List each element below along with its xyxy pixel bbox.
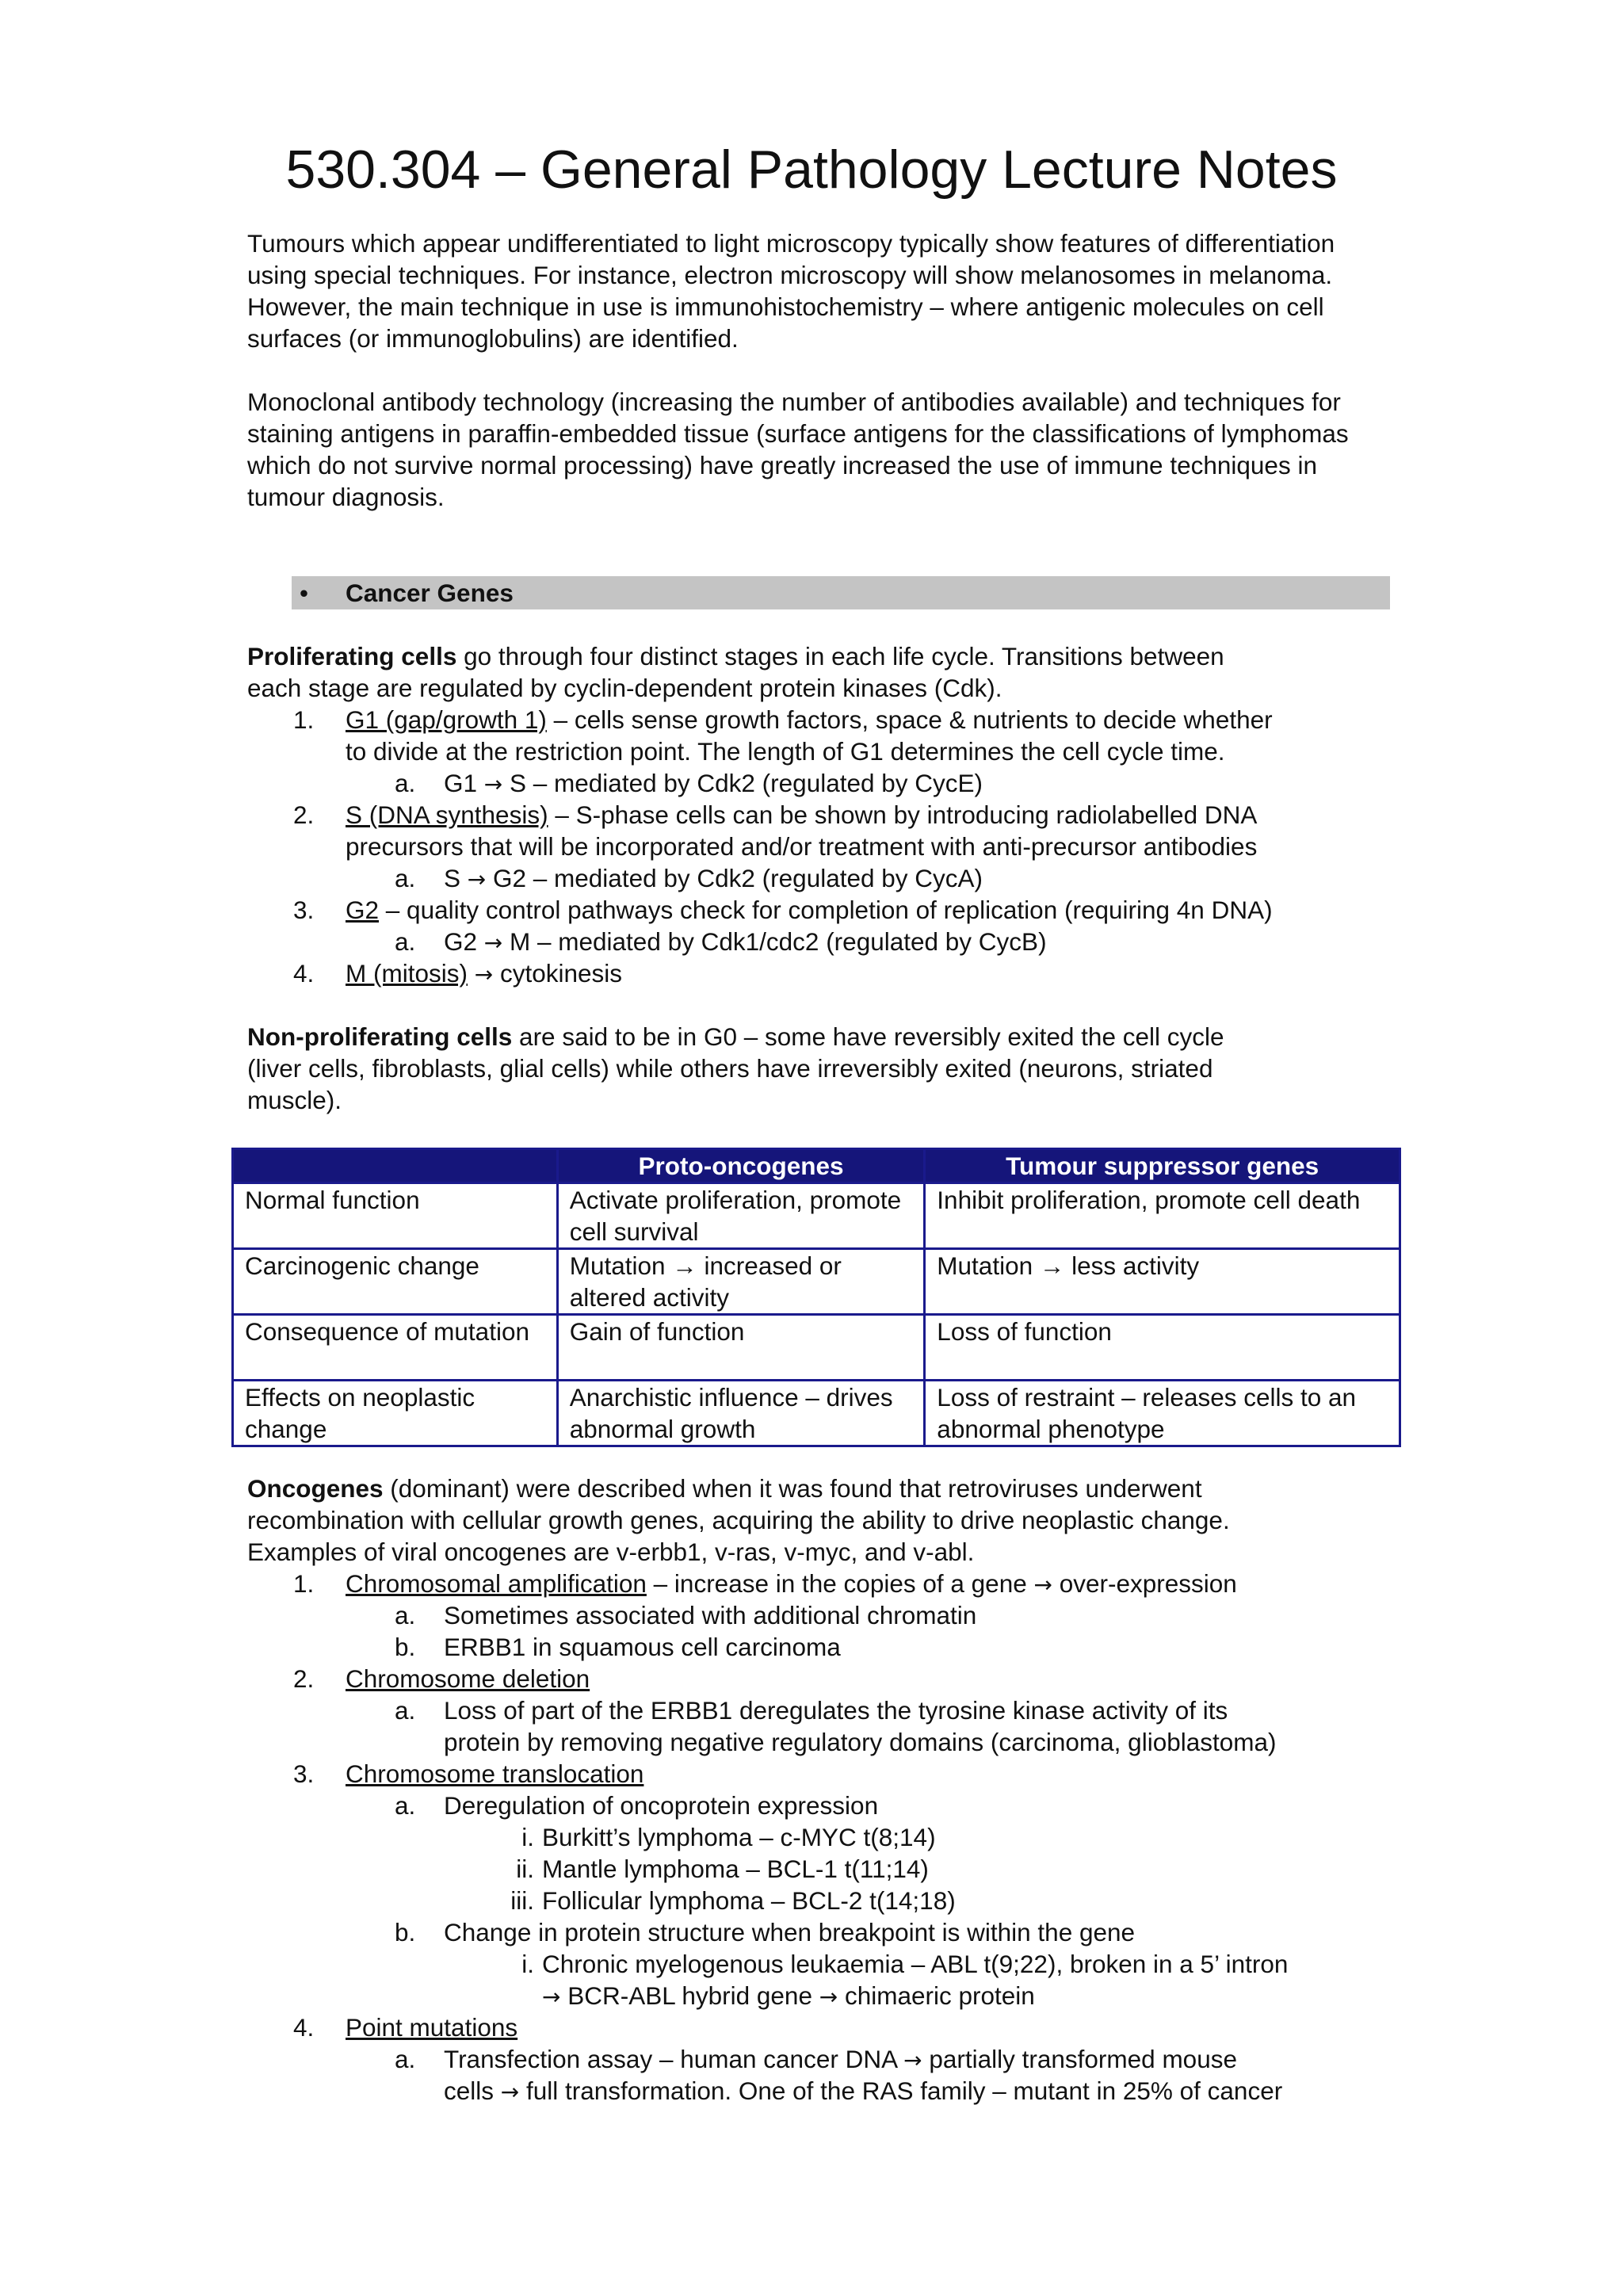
nonprolif-line-2: (liver cells, fibroblasts, glial cells) while others have irreversibly exited (neurons, striated: [247, 1054, 1213, 1083]
list-item-text: – S-phase cells can be shown by introducing radiolabelled DNA: [548, 800, 1258, 829]
term-deletion: Chromosome deletion: [346, 1664, 590, 1693]
sub-text: chimaeric protein: [838, 1981, 1035, 2010]
arrow-icon: →: [474, 961, 494, 988]
sub-text: G2: [444, 927, 484, 956]
sub-sub-item-cont: [542, 1980, 1035, 2013]
table-cell: Activate proliferation, promote cell survival: [557, 1183, 925, 1249]
table-cell: Effects on neoplastic change: [233, 1381, 558, 1446]
list-item-text: – increase in the copies of a gene: [646, 1569, 1034, 1598]
table-row: [233, 1381, 1400, 1446]
list-item-g1: [346, 704, 1273, 735]
sub-text: Transfection assay – human cancer DNA: [444, 2045, 904, 2073]
sub-item: Loss of part of the ERBB1 deregulates the tyrosine kinase activity of its: [444, 1696, 1228, 1725]
table-header-cell: Proto-oncogenes: [557, 1149, 925, 1183]
sub-sub-item: Mantle lymphoma – BCL-1 t(11;14): [542, 1855, 929, 1883]
table-cell: Carcinogenic change: [233, 1249, 558, 1315]
nonprolif-text: are said to be in G0 – some have reversibly exited the cell cycle: [512, 1022, 1224, 1051]
onco-line-1: [247, 1473, 1202, 1504]
term-amplification: Chromosomal amplification: [346, 1569, 647, 1598]
term-m: M (mitosis): [346, 959, 468, 988]
sub-list-letter: a.: [395, 1791, 416, 1820]
list-item-g2: [346, 894, 1273, 926]
sub-item-g2-m: [444, 926, 1047, 959]
list-item-g1-cont: to divide at the restriction point. The length of G1 determines the cell cycle time.: [346, 737, 1225, 766]
sub-list-letter: a.: [395, 1601, 416, 1629]
prolif-bold: Proliferating cells: [247, 642, 457, 670]
sub-item: Deregulation of oncoprotein expression: [444, 1791, 879, 1820]
sub-text: cells: [444, 2076, 501, 2105]
roman-numeral: i.: [521, 1950, 534, 1978]
list-number: 1.: [293, 705, 315, 734]
term-point-mutations: Point mutations: [346, 2013, 518, 2042]
onco-text: (dominant) were described when it was found that retroviruses underwent: [383, 1474, 1202, 1503]
sub-item-cont: [444, 2075, 1282, 2108]
sub-item: ERBB1 in squamous cell carcinoma: [444, 1633, 841, 1661]
list-item-text: over-expression: [1052, 1569, 1237, 1598]
sub-list-letter: b.: [395, 1918, 416, 1946]
sub-item: Sometimes associated with additional chromatin: [444, 1601, 977, 1629]
list-item-s: [346, 799, 1257, 831]
table-cell: Inhibit proliferation, promote cell death: [925, 1183, 1400, 1249]
sub-list-letter: a.: [395, 1696, 416, 1725]
list-item-m: [346, 957, 622, 991]
sub-list-letter: a.: [395, 769, 416, 797]
list-item-amplification: [346, 1568, 1237, 1601]
sub-sub-item: Burkitt’s lymphoma – c-MYC t(8;14): [542, 1823, 936, 1851]
nonprolif-bold: Non-proliferating cells: [247, 1022, 513, 1051]
section-heading-label: Cancer Genes: [346, 579, 514, 607]
term-translocation: Chromosome translocation: [346, 1759, 644, 1788]
table-cell: Consequence of mutation: [233, 1315, 558, 1381]
table-cell: Normal function: [233, 1183, 558, 1249]
sub-list-letter: a.: [395, 927, 416, 956]
sub-text: M – mediated by Cdk1/cdc2 (regulated by CycB): [502, 927, 1047, 956]
table-row: [233, 1315, 1400, 1381]
table-header-row: [233, 1149, 1400, 1183]
sub-item-g1-s: [444, 767, 983, 800]
table-cell: Mutation → increased or altered activity: [557, 1249, 925, 1315]
sub-item: [444, 2043, 1237, 2076]
list-number: 4.: [293, 2013, 315, 2042]
list-number: 2.: [293, 800, 315, 829]
table-cell: Mutation → less activity: [925, 1249, 1400, 1315]
prolif-text-1: go through four distinct stages in each life cycle. Transitions between: [456, 642, 1224, 670]
sub-item-cont: protein by removing negative regulatory domains (carcinoma, glioblastoma): [444, 1728, 1277, 1756]
arrow-icon: →: [483, 930, 503, 956]
sub-text: S – mediated by Cdk2 (regulated by CycE): [502, 769, 983, 797]
sub-list-letter: a.: [395, 864, 416, 892]
page-title: 530.304 – General Pathology Lecture Notes: [285, 139, 1338, 200]
sub-text: G1: [444, 769, 484, 797]
table-row: [233, 1249, 1400, 1315]
sub-text: partially transformed mouse: [922, 2045, 1237, 2073]
arrow-icon: →: [467, 866, 487, 892]
arrow-icon: →: [483, 771, 503, 797]
list-number: 3.: [293, 1759, 315, 1788]
section-heading-cancer-genes: [292, 576, 1390, 609]
list-number: 2.: [293, 1664, 315, 1693]
onco-bold: Oncogenes: [247, 1474, 384, 1503]
sub-text: BCR-ABL hybrid gene: [560, 1981, 819, 2010]
nonprolif-line-3: muscle).: [247, 1086, 342, 1114]
list-item-s-cont: precursors that will be incorporated and/or treatment with anti-precursor antibodies: [346, 832, 1258, 861]
sub-sub-item: Follicular lymphoma – BCL-2 t(14;18): [542, 1886, 956, 1915]
sub-item-s-g2: [444, 862, 983, 896]
arrow-icon: →: [1033, 1572, 1052, 1598]
term-g1: G1 (gap/growth 1): [346, 705, 547, 734]
sub-list-letter: b.: [395, 1633, 416, 1661]
sub-text: full transformation. One of the RAS family – mutant in 25% of cancer: [519, 2076, 1283, 2105]
term-g2: G2: [346, 896, 380, 924]
sub-sub-item: Chronic myelogenous leukaemia – ABL t(9;22), broken in a 5’ intron: [542, 1950, 1289, 1978]
comparison-table: [231, 1148, 1401, 1447]
table-cell: Loss of restraint – releases cells to an abnormal phenotype: [925, 1381, 1400, 1446]
arrow-icon: →: [542, 1984, 561, 2010]
arrow-icon: →: [903, 2047, 922, 2073]
roman-numeral: i.: [521, 1823, 534, 1851]
list-number: 3.: [293, 896, 315, 924]
list-number: 1.: [293, 1569, 315, 1598]
table-cell: Gain of function: [557, 1315, 925, 1381]
roman-numeral: iii.: [510, 1886, 534, 1915]
onco-line-2: recombination with cellular growth genes, acquiring the ability to drive neoplastic change.: [247, 1506, 1230, 1534]
sub-text: S: [444, 864, 468, 892]
nonprolif-line-1: [247, 1021, 1224, 1052]
table-row: [233, 1183, 1400, 1249]
prolif-line-1: [247, 640, 1224, 672]
bullet-icon: •: [300, 579, 309, 607]
list-number: 4.: [293, 959, 315, 988]
list-item-text: cytokinesis: [493, 959, 623, 988]
sub-text: G2 – mediated by Cdk2 (regulated by CycA): [486, 864, 983, 892]
table-header-cell: Tumour suppressor genes: [925, 1149, 1400, 1183]
sub-item: Change in protein structure when breakpoint is within the gene: [444, 1918, 1136, 1946]
table-cell: Anarchistic influence – drives abnormal growth: [557, 1381, 925, 1446]
prolif-line-2: each stage are regulated by cyclin-dependent protein kinases (Cdk).: [247, 674, 1002, 702]
list-item-text: – cells sense growth factors, space & nutrients to decide whether: [546, 705, 1273, 734]
list-item-text: – quality control pathways check for completion of replication (requiring 4n DNA): [379, 896, 1273, 924]
roman-numeral: ii.: [516, 1855, 534, 1883]
arrow-icon: →: [500, 2079, 520, 2105]
term-s: S (DNA synthesis): [346, 800, 548, 829]
paragraph-monoclonal: Monoclonal antibody technology (increasing the number of antibodies available) and techniques for staining antigens in paraffin-embedded tissue (surface antigens for the classifications of lymphomas which do not survive normal processing) have greatly increased the use of immune techniques in tumour diagnosis.: [247, 388, 1349, 511]
arrow-icon: →: [819, 1984, 838, 2010]
table-header-cell: [233, 1149, 558, 1183]
table-cell: Loss of function: [925, 1315, 1400, 1381]
paragraph-immunohistochemistry: Tumours which appear undifferentiated to light microscopy typically show features of differentiation using special techniques. For instance, electron microscopy will show melanosomes in melanoma. However, the main technique in use is immunohistochemistry – where antigenic molecules on cell surfaces (or immunoglobulins) are identified.: [247, 229, 1335, 353]
sub-list-letter: a.: [395, 2045, 416, 2073]
onco-line-3: Examples of viral oncogenes are v-erbb1, v-ras, v-myc, and v-abl.: [247, 1538, 975, 1566]
